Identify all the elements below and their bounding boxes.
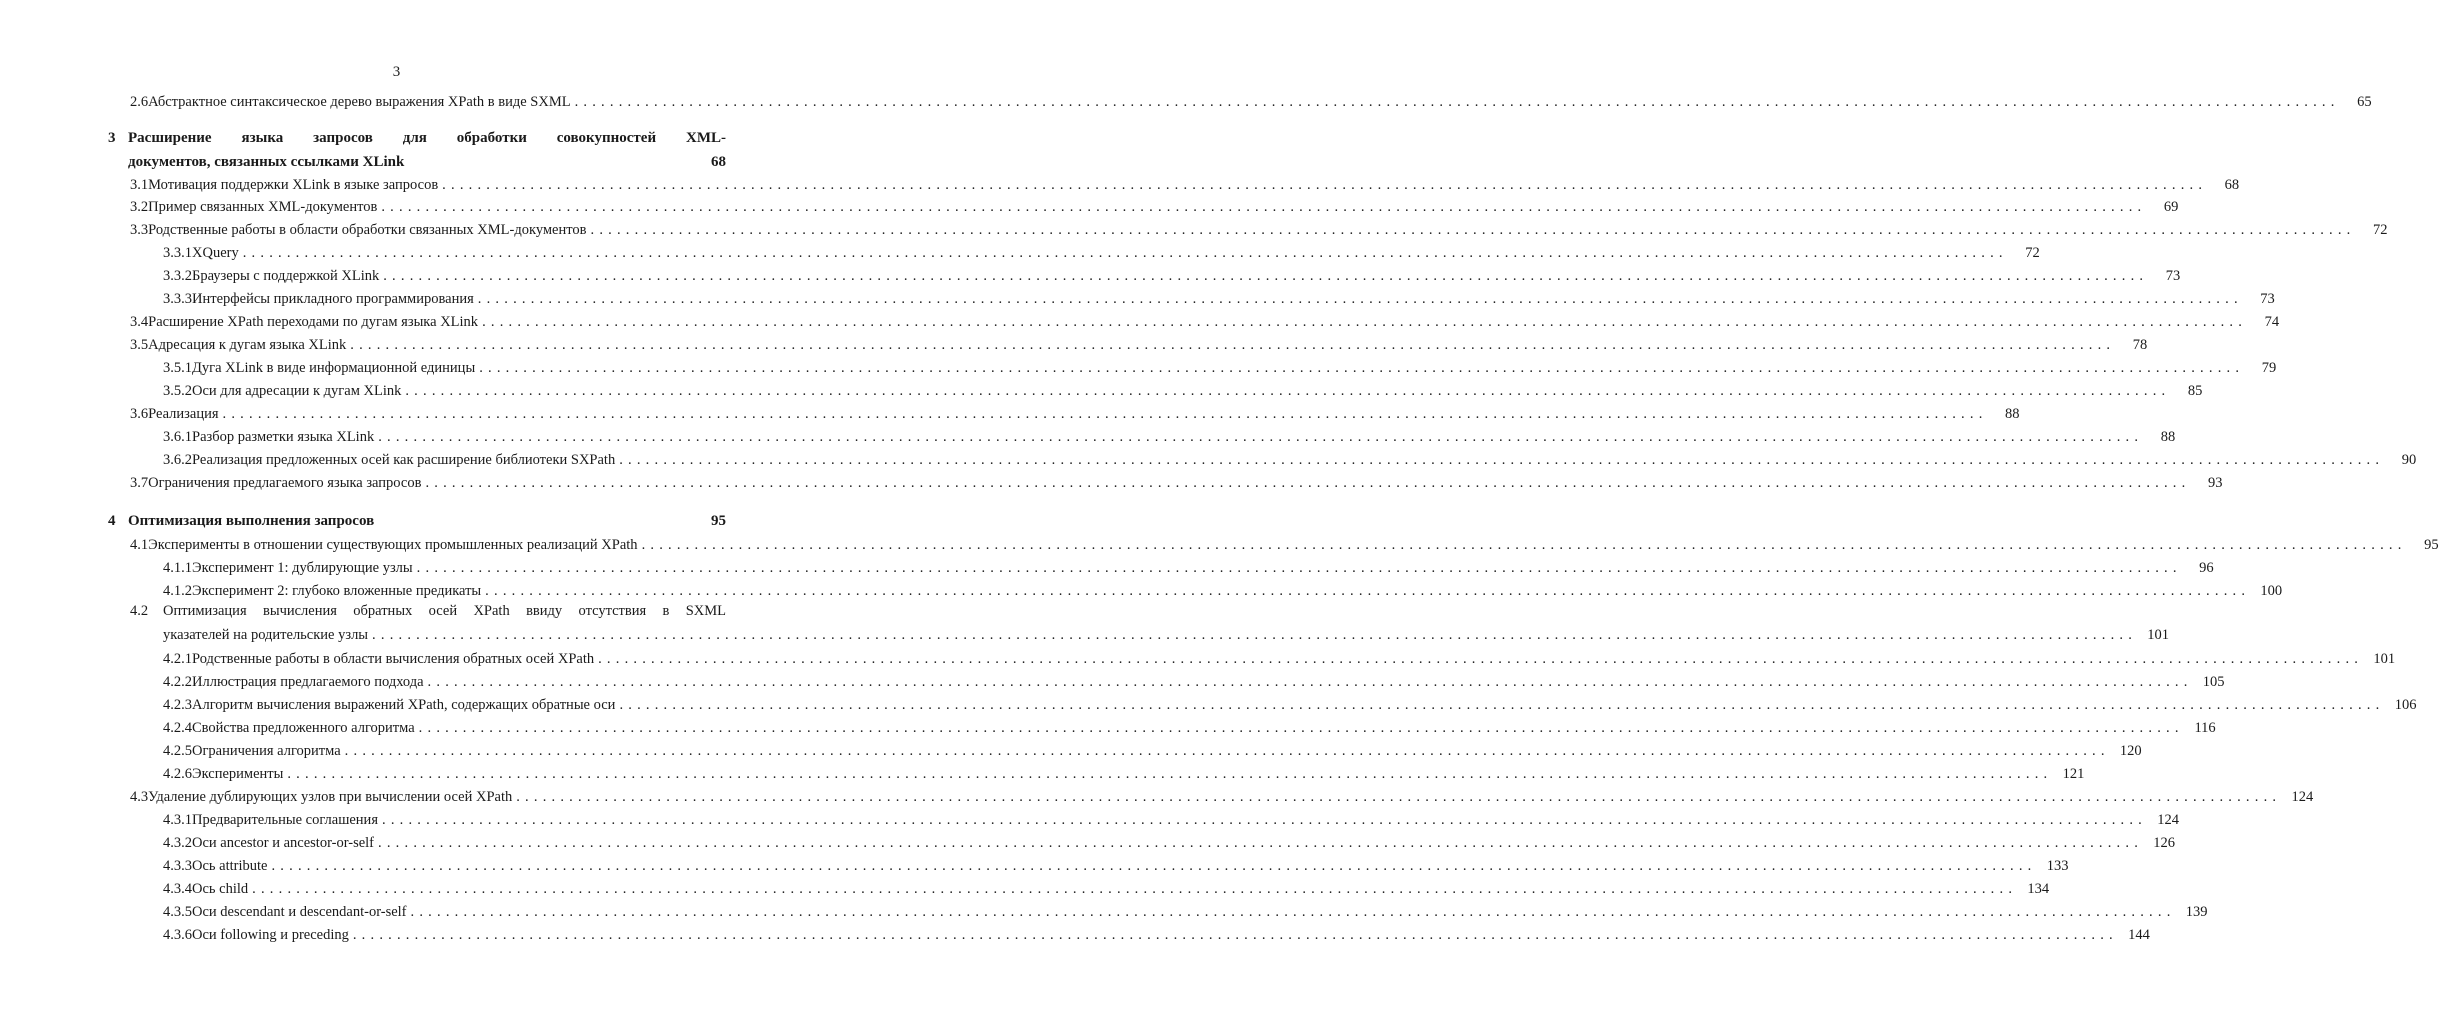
toc-entry-number: 3.3 bbox=[130, 222, 149, 238]
toc-entry-page: 134 bbox=[2027, 881, 2050, 897]
toc-entry-number: 3.5.2 bbox=[163, 383, 192, 399]
dot-leader: ........................................................................................................................................................................................................ bbox=[405, 383, 2171, 399]
toc-entry-3.3.2[interactable] bbox=[163, 266, 2181, 286]
toc-entry-number: 3 bbox=[108, 130, 116, 146]
toc-entry-number: 4.1.1 bbox=[163, 560, 192, 576]
dot-leader: ........................................................................................................................................................................................................ bbox=[482, 314, 2248, 330]
toc-entry-first-line bbox=[108, 126, 726, 150]
toc-entry-number: 4 bbox=[108, 513, 116, 529]
toc-entry-4.1.2[interactable] bbox=[163, 581, 2283, 601]
toc-entry-title[interactable]: Оси ancestor и ancestor-or-self bbox=[192, 835, 375, 851]
dot-leader: ........................................................................................................................................................................................................ bbox=[416, 560, 2182, 576]
toc-entry-number: 4.1 bbox=[130, 537, 149, 553]
dot-leader: ........................................................................................................................................................................................................ bbox=[442, 177, 2208, 193]
toc-entry-2.6[interactable] bbox=[130, 92, 2372, 112]
toc-entry-number: 3.6.1 bbox=[163, 429, 192, 445]
dot-leader: ........................................................................................................................................................................................................ bbox=[619, 452, 2385, 468]
toc-entry-number: 4.2.3 bbox=[163, 697, 192, 713]
toc-entry-number: 3.7 bbox=[130, 475, 149, 491]
toc-entry-title[interactable]: Пример связанных XML-документов bbox=[148, 199, 378, 215]
toc-entry-3[interactable] bbox=[128, 150, 726, 174]
toc-entry-page: 72 bbox=[2025, 245, 2040, 261]
toc-entry-title[interactable]: Эксперименты bbox=[192, 766, 284, 782]
toc-entry-title[interactable]: Интерфейсы прикладного программирования bbox=[192, 291, 474, 307]
toc-entry-number: 4.2.4 bbox=[163, 720, 192, 736]
toc-entry-3.5[interactable] bbox=[130, 335, 2148, 355]
dot-leader: ........................................................................................................................................................................................................ bbox=[378, 429, 2144, 445]
dot-leader: ........................................................................................................................................................................................................ bbox=[382, 812, 2147, 828]
toc-entry-page: 101 bbox=[2373, 651, 2396, 667]
toc-entry-4.1[interactable] bbox=[130, 535, 2439, 555]
toc-entry-title[interactable]: Адресация к дугам языка XLink bbox=[148, 337, 347, 353]
toc-entry-page: 68 bbox=[711, 154, 726, 170]
dot-leader: ........................................................................................................................................................................................................ bbox=[479, 360, 2245, 376]
toc-entry-page: 124 bbox=[2157, 812, 2179, 828]
toc-entry-page: 95 bbox=[711, 513, 726, 529]
dot-leader: ........................................................................................................................................................................................................ bbox=[344, 743, 2110, 759]
dot-leader: ........................................................................................................................................................................................................ bbox=[383, 268, 2149, 284]
toc-entry-title[interactable]: Оси following и preceding bbox=[192, 927, 349, 943]
toc-entry-page: 121 bbox=[2062, 766, 2085, 782]
toc-entry-page: 116 bbox=[2194, 720, 2216, 736]
toc-entry-number: 3.6 bbox=[130, 406, 149, 422]
dot-leader: ........................................................................................................................................................................................................ bbox=[222, 406, 1988, 422]
toc-entry-title[interactable]: Ограничения предлагаемого языка запросов bbox=[148, 475, 422, 491]
toc-entry-title[interactable]: Реализация bbox=[148, 406, 219, 422]
toc-entry-page: 120 bbox=[2119, 743, 2142, 759]
toc-entry-number: 3.3.2 bbox=[163, 268, 192, 284]
toc-entry-number: 4.2.2 bbox=[163, 674, 192, 690]
toc-entry-number: 2.6 bbox=[130, 94, 149, 110]
toc-entry-page: 88 bbox=[2160, 429, 2176, 445]
toc-entry-number: 4.3.6 bbox=[163, 927, 192, 943]
dot-leader: ........................................................................................................................................................................................................ bbox=[598, 651, 2364, 667]
toc-entry-4.3.3[interactable] bbox=[163, 856, 2069, 876]
toc-entry-title[interactable]: документов, связанных ссылками XLink bbox=[128, 154, 405, 170]
toc-entry-title[interactable]: Оптимизация выполнения запросов bbox=[128, 513, 375, 529]
toc-entry-page: 139 bbox=[2185, 904, 2208, 920]
toc-entry-title[interactable]: Разбор разметки языка XLink bbox=[192, 429, 375, 445]
toc-entry-page: 79 bbox=[2261, 360, 2277, 376]
toc-entry-number: 4.2.1 bbox=[163, 651, 192, 667]
toc-entry-title[interactable]: Реализация предложенных осей как расширение библиотеки SXPath bbox=[192, 452, 616, 468]
toc-entry-page: 133 bbox=[2046, 858, 2069, 874]
toc-entry-page: 88 bbox=[2005, 406, 2020, 422]
toc-entry-title[interactable]: Ось child bbox=[192, 881, 249, 897]
toc-entry-3.6.1[interactable] bbox=[163, 427, 2176, 447]
toc-entry-3.5.1[interactable] bbox=[163, 358, 2277, 378]
toc-entry-page: 78 bbox=[2132, 337, 2148, 353]
toc-entry-page: 100 bbox=[2260, 583, 2283, 599]
toc-entry-page: 105 bbox=[2202, 674, 2225, 690]
toc-entry-4.2.4[interactable] bbox=[163, 718, 2216, 738]
toc-entry-title[interactable]: Свойства предложенного алгоритма bbox=[192, 720, 415, 736]
toc-entry-title[interactable]: Алгоритм вычисления выражений XPath, содержащих обратные оси bbox=[192, 697, 616, 713]
toc-entry-title[interactable]: Расширение XPath переходами по дугам языка XLink bbox=[148, 314, 479, 330]
toc-entry-number: 4.3.5 bbox=[163, 904, 192, 920]
dot-leader: ........................................................................................................................................................................................................ bbox=[350, 337, 2116, 353]
dot-leader: ........................................................................................................................................................................................................ bbox=[425, 475, 2191, 491]
toc-entry-number: 4.3.1 bbox=[163, 812, 192, 828]
toc-entry-title[interactable]: XQuery bbox=[192, 245, 239, 261]
toc-entry-4.2[interactable] bbox=[163, 625, 2170, 645]
toc-entry-4.2.5[interactable] bbox=[163, 741, 2142, 761]
toc-entry-page: 144 bbox=[2128, 927, 2150, 943]
dot-leader: ........................................................................................................................................................................................................ bbox=[574, 94, 2340, 110]
toc-entry-4.1.1[interactable] bbox=[163, 558, 2214, 578]
toc-entry-number: 4.2 bbox=[130, 603, 149, 619]
toc-entry-number: 4.2.5 bbox=[163, 743, 192, 759]
toc-entry-4.3.2[interactable] bbox=[163, 833, 2176, 853]
toc-entry-title[interactable]: Мотивация поддержки XLink в языке запросов bbox=[148, 177, 439, 193]
toc-entry-title[interactable]: Абстрактное синтаксическое дерево выражения XPath в виде SXML bbox=[148, 94, 571, 110]
toc-entry-page: 95 bbox=[2424, 537, 2439, 553]
dot-leader: ........................................................................................................................................................................................................ bbox=[485, 583, 2251, 599]
toc-entry-number: 3.2 bbox=[130, 199, 149, 215]
toc-entry-3.3.3[interactable] bbox=[163, 289, 2275, 309]
toc-entry-number: 4.3.2 bbox=[163, 835, 192, 851]
toc-entry-3.7[interactable] bbox=[130, 473, 2223, 493]
toc-entry-3.4[interactable] bbox=[130, 312, 2280, 332]
toc-entry-number: 3.3.1 bbox=[163, 245, 192, 261]
toc-entry-title[interactable]: указателей на родительские узлы bbox=[163, 627, 369, 643]
dot-leader: ........................................................................................................................................................................................................ bbox=[252, 881, 2018, 897]
toc-entry-title[interactable]: Оси descendant и descendant-or-self bbox=[192, 904, 407, 920]
toc-entry-4[interactable] bbox=[108, 511, 726, 531]
toc-entry-title[interactable]: Удаление дублирующих узлов при вычислении осей XPath bbox=[148, 789, 513, 805]
page-number: 3 bbox=[392, 64, 401, 80]
toc-entry-number: 4.3.3 bbox=[163, 858, 192, 874]
dot-leader: ........................................................................................................................................................................................................ bbox=[619, 697, 2385, 713]
toc-entry-number: 4.1.2 bbox=[163, 583, 192, 599]
toc-entry-page: 106 bbox=[2394, 697, 2417, 713]
toc-entry-4.3.5[interactable] bbox=[163, 902, 2208, 922]
toc-entry-3.1[interactable] bbox=[130, 175, 2240, 195]
dot-leader: ........................................................................................................................................................................................................ bbox=[271, 858, 2037, 874]
toc-entry-4.3[interactable] bbox=[130, 787, 2314, 807]
toc-entry-title[interactable]: Оси для адресации к дугам XLink bbox=[192, 383, 402, 399]
toc-entry-4.2.6[interactable] bbox=[163, 764, 2085, 784]
toc-entry-page: 65 bbox=[2357, 94, 2372, 110]
toc-entry-title[interactable]: Дуга XLink в виде информационной единицы bbox=[192, 360, 476, 376]
toc-entry-title-line1[interactable]: Расширение языка запросов для обработки совокупностей XML- bbox=[128, 130, 726, 146]
toc-entry-number: 4.3.4 bbox=[163, 881, 192, 897]
dot-leader: ........................................................................................................................................................................................................ bbox=[516, 789, 2282, 805]
toc-entry-3.6.2[interactable] bbox=[163, 450, 2417, 470]
toc-entry-page: 101 bbox=[2147, 627, 2170, 643]
dot-leader: ........................................................................................................................................................................................................ bbox=[378, 835, 2144, 851]
toc-entry-page: 72 bbox=[2373, 222, 2388, 238]
toc-entry-page: 69 bbox=[2163, 199, 2179, 215]
toc-entry-page: 96 bbox=[2199, 560, 2214, 576]
dot-leader: ........................................................................................................................................................................................................ bbox=[590, 222, 2356, 238]
toc-entry-page: 124 bbox=[2291, 789, 2314, 805]
toc-entry-number: 3.3.3 bbox=[163, 291, 192, 307]
dot-leader: ........................................................................................................................................................................................................ bbox=[287, 766, 2053, 782]
toc-entry-first-line bbox=[130, 601, 726, 621]
dot-leader: ........................................................................................................................................................................................................ bbox=[381, 199, 2147, 215]
toc-entry-number: 3.4 bbox=[130, 314, 149, 330]
toc-entry-number: 3.6.2 bbox=[163, 452, 192, 468]
dot-leader: ........................................................................................................................................................................................................ bbox=[427, 674, 2193, 690]
toc-entry-page: 74 bbox=[2264, 314, 2280, 330]
toc-entry-4.2.1[interactable] bbox=[163, 649, 2396, 669]
toc-entry-4.2.2[interactable] bbox=[163, 672, 2225, 692]
toc-entry-title[interactable]: Браузеры с поддержкой XLink bbox=[192, 268, 380, 284]
toc-entry-page: 90 bbox=[2401, 452, 2417, 468]
toc-entry-4.3.6[interactable] bbox=[163, 925, 2150, 945]
toc-entry-title[interactable]: Эксперименты в отношении существующих промышленных реализаций XPath bbox=[148, 537, 638, 553]
toc-entry-number: 3.1 bbox=[130, 177, 149, 193]
toc-entry-page: 93 bbox=[2207, 475, 2223, 491]
dot-leader: ........................................................................................................................................................................................................ bbox=[418, 720, 2184, 736]
dot-leader: ........................................................................................................................................................................................................ bbox=[641, 537, 2407, 553]
dot-leader: ........................................................................................................................................................................................................ bbox=[352, 927, 2118, 943]
toc-entry-page: 85 bbox=[2187, 383, 2203, 399]
toc-entry-number: 3.5 bbox=[130, 337, 149, 353]
toc-entry-4.3.4[interactable] bbox=[163, 879, 2050, 899]
toc-entry-4.3.1[interactable] bbox=[163, 810, 2179, 830]
toc-entry-title[interactable]: Родственные работы в области вычисления обратных осей XPath bbox=[192, 651, 595, 667]
toc-entry-number: 4.3 bbox=[130, 789, 149, 805]
dot-leader: ........................................................................................................................................................................................................ bbox=[372, 627, 2138, 643]
toc-entry-3.5.2[interactable] bbox=[163, 381, 2203, 401]
toc-entry-title[interactable]: Предварительные соглашения bbox=[192, 812, 378, 828]
dot-leader: ........................................................................................................................................................................................................ bbox=[242, 245, 2008, 261]
toc-entry-3.3.1[interactable] bbox=[163, 243, 2040, 263]
toc-entry-3.6[interactable] bbox=[130, 404, 2020, 424]
toc-entry-page: 73 bbox=[2165, 268, 2181, 284]
toc-entry-title[interactable]: Эксперимент 1: дублирующие узлы bbox=[192, 560, 413, 576]
toc-entry-title[interactable]: Ограничения алгоритма bbox=[192, 743, 341, 759]
toc-entry-title[interactable]: Эксперимент 2: глубоко вложенные предикаты bbox=[192, 583, 482, 599]
toc-entry-number: 4.2.6 bbox=[163, 766, 192, 782]
toc-entry-title-line1[interactable]: Оптимизация вычисления обратных осей XPath ввиду отсутствия в SXML bbox=[163, 603, 726, 619]
toc-entry-title[interactable]: Иллюстрация предлагаемого подхода bbox=[192, 674, 424, 690]
toc-entry-3.2[interactable] bbox=[130, 197, 2179, 217]
toc-entry-page: 68 bbox=[2224, 177, 2240, 193]
dot-leader: ........................................................................................................................................................................................................ bbox=[410, 904, 2176, 920]
dot-leader: ........................................................................................................................................................................................................ bbox=[477, 291, 2243, 307]
toc-entry-title[interactable]: Ось attribute bbox=[192, 858, 268, 874]
toc-entry-3.3[interactable] bbox=[130, 220, 2388, 240]
toc-entry-title[interactable]: Родственные работы в области обработки связанных XML-документов bbox=[148, 222, 587, 238]
toc-entry-4.2.3[interactable] bbox=[163, 695, 2417, 715]
toc-entry-number: 3.5.1 bbox=[163, 360, 192, 376]
toc-entry-page: 126 bbox=[2153, 835, 2176, 851]
toc-entry-page: 73 bbox=[2260, 291, 2275, 307]
